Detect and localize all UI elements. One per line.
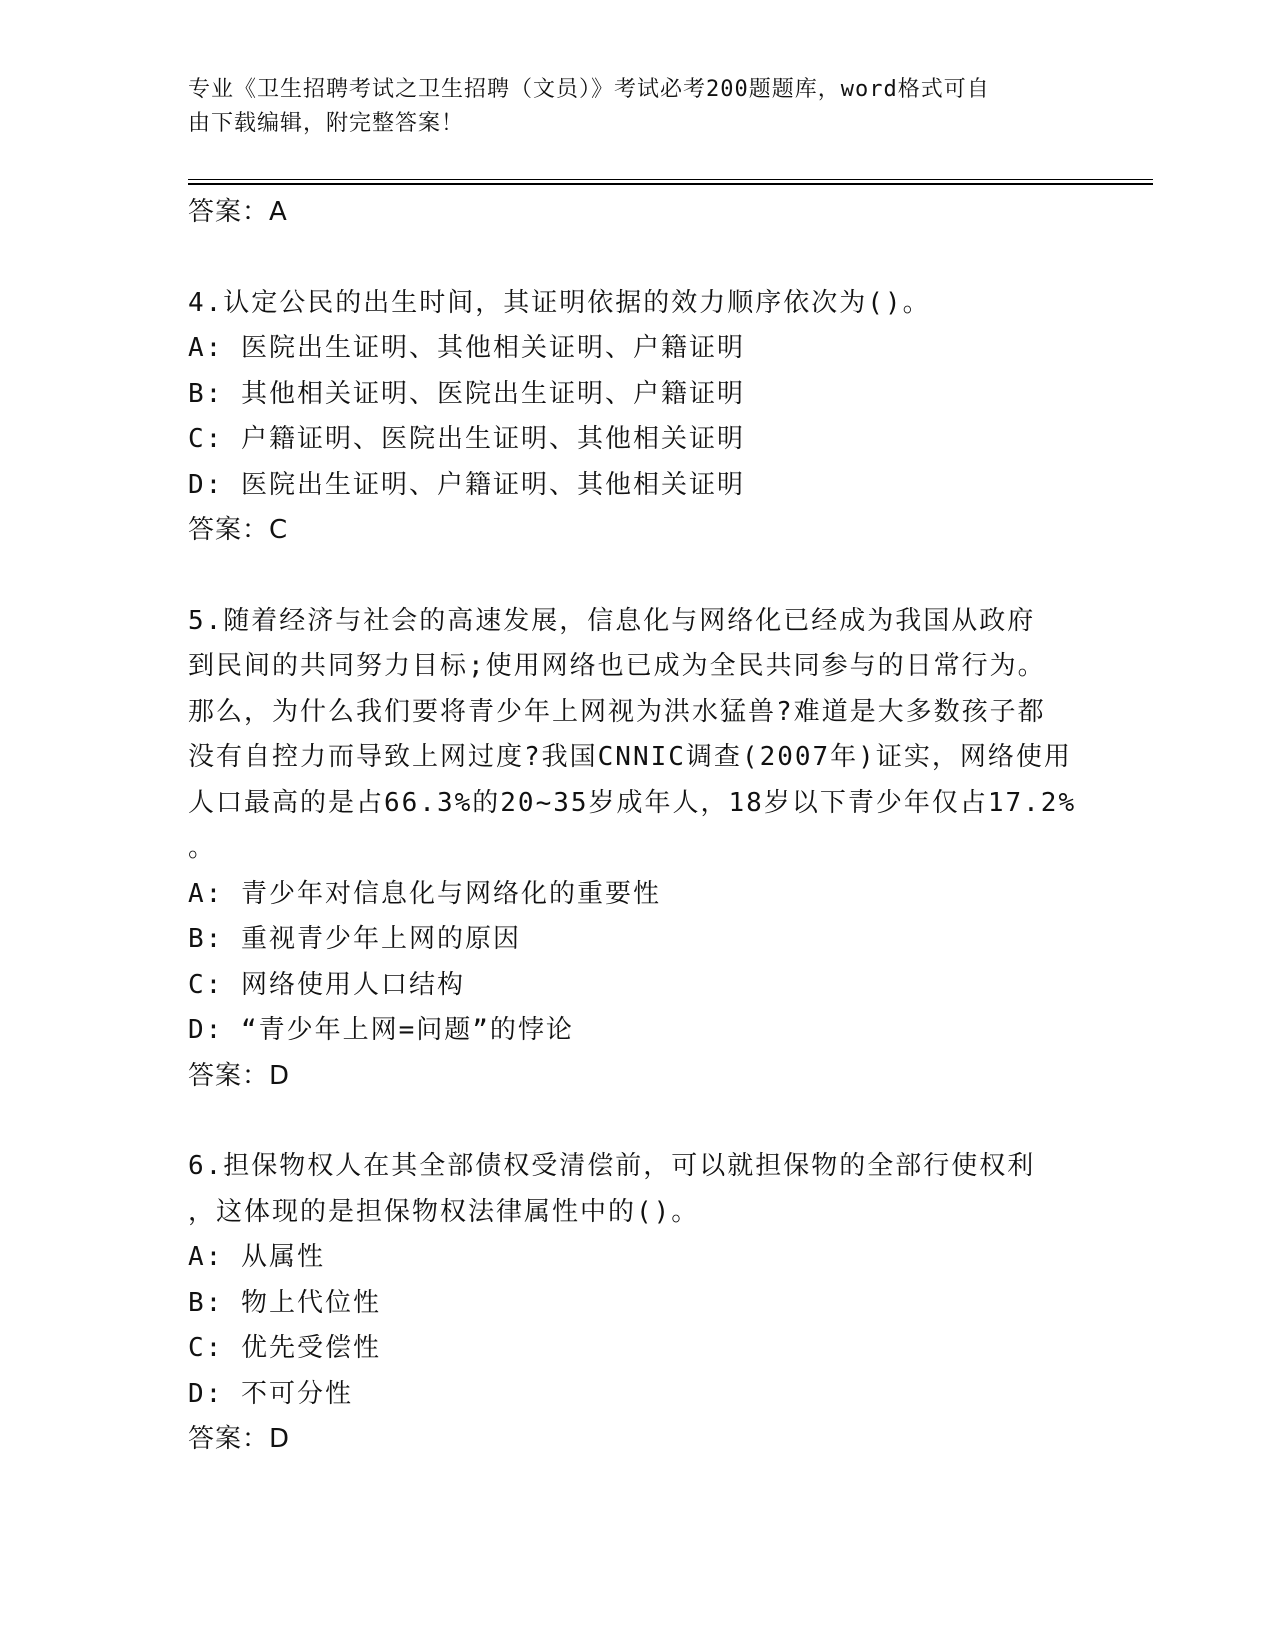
option-c: C: 户籍证明、医院出生证明、其他相关证明 — [188, 424, 745, 454]
header-divider-thin — [188, 179, 1153, 180]
question-text-line-6: 。 — [188, 833, 217, 863]
question-text: 4.认定公民的出生时间，其证明依据的效力顺序依次为()。 — [188, 287, 931, 318]
question-text-line-4: 没有自控力而导致上网过度?我国CNNIC调查(2007年)证实，网络使用 — [188, 742, 1072, 772]
question-list — [188, 190, 1088, 1463]
spacer — [188, 236, 1088, 281]
question-block — [188, 1144, 1088, 1463]
option-d: D: 医院出生证明、户籍证明、其他相关证明 — [188, 469, 745, 500]
header-line-1: 专业《卫生招聘考试之卫生招聘（文员）》考试必考200题题库，word格式可自 — [188, 77, 990, 102]
option-a: A: 医院出生证明、其他相关证明、户籍证明 — [188, 333, 745, 363]
question-text-line-1: 5.随着经济与社会的高速发展，信息化与网络化已经成为我国从政府 — [188, 605, 1036, 636]
spacer — [188, 554, 1088, 599]
answer-line: 答案：D — [188, 1424, 291, 1454]
answer-line: 答案：D — [188, 1060, 291, 1091]
option-b: B: 物上代位性 — [188, 1287, 381, 1318]
header-divider-thick — [188, 183, 1153, 185]
option-d: D: 不可分性 — [188, 1378, 353, 1409]
option-a: A: 青少年对信息化与网络化的重要性 — [188, 878, 661, 909]
spacer — [188, 1099, 1088, 1144]
document-header — [188, 73, 1068, 141]
question-text-line-3: 那么，为什么我们要将青少年上网视为洪水猛兽?难道是大多数孩子都 — [188, 696, 1046, 727]
option-c: C: 优先受偿性 — [188, 1333, 381, 1363]
option-a: A: 从属性 — [188, 1242, 325, 1272]
answer-line: 答案：A — [188, 197, 288, 227]
question-text-line-5: 人口最高的是占66.3%的20~35岁成年人，18岁以下青少年仅占17.2% — [188, 787, 1077, 818]
option-b: B: 重视青少年上网的原因 — [188, 924, 521, 954]
question-block — [188, 281, 1088, 554]
option-b: B: 其他相关证明、医院出生证明、户籍证明 — [188, 378, 745, 409]
header-line-2: 由下载编辑，附完整答案！ — [188, 111, 465, 136]
question-text-line-2: 到民间的共同努力目标;使用网络也已成为全民共同参与的日常行为。 — [188, 651, 1046, 681]
option-c: C: 网络使用人口结构 — [188, 969, 465, 1000]
question-block — [188, 599, 1088, 1100]
question-text-line-2: ，这体现的是担保物权法律属性中的()。 — [188, 1196, 700, 1227]
question-text-line-1: 6.担保物权人在其全部债权受清偿前，可以就担保物的全部行使权利 — [188, 1151, 1036, 1181]
option-d: D: “青少年上网=问题”的悖论 — [188, 1015, 574, 1045]
answer-line: 答案：C — [188, 515, 289, 545]
